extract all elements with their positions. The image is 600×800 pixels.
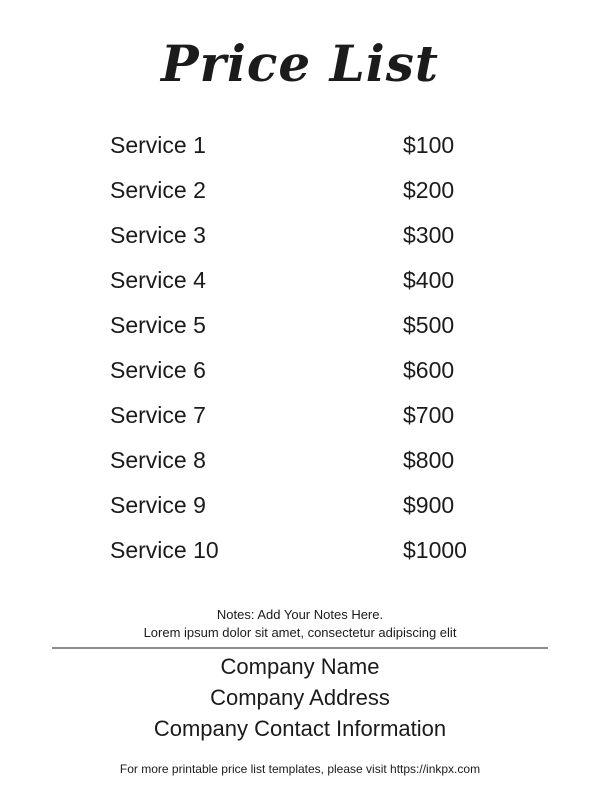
service-row [110, 393, 600, 438]
service-name: Service 7 [110, 402, 206, 428]
service-row [110, 123, 600, 168]
service-row [110, 303, 600, 348]
service-name: Service 5 [110, 312, 206, 338]
service-price: $800 [403, 447, 455, 473]
service-price: $200 [403, 177, 455, 203]
service-price: $500 [403, 312, 455, 338]
service-row [110, 438, 600, 483]
page-title: Price List [161, 34, 439, 93]
service-name: Service 9 [110, 492, 206, 518]
footer-divider [52, 647, 548, 649]
notes-section [0, 606, 600, 641]
service-price: $900 [403, 492, 455, 518]
service-name: Service 10 [110, 537, 219, 563]
service-price: $100 [403, 132, 455, 158]
company-name: Company Name [220, 654, 380, 679]
service-name: Service 1 [110, 132, 206, 158]
notes-body-line: Lorem ipsum dolor sit amet, consectetur adipiscing elit [143, 624, 457, 640]
notes-title-line: Notes: Add Your Notes Here. [216, 607, 384, 622]
service-name: Service 3 [110, 222, 206, 248]
service-row [110, 528, 600, 573]
service-row [110, 213, 600, 258]
service-row [110, 348, 600, 393]
service-price: $700 [403, 402, 455, 428]
service-row [110, 258, 600, 303]
service-price: $1000 [403, 537, 467, 563]
service-name: Service 2 [110, 177, 206, 203]
footer-credit: For more printable price list templates, please visit https://inkpx.com [119, 762, 481, 776]
service-price: $300 [403, 222, 455, 248]
service-row [110, 168, 600, 213]
company-contact: Company Contact Information [153, 716, 447, 741]
services-table [110, 123, 600, 573]
service-price: $400 [403, 267, 455, 293]
company-section [0, 651, 600, 744]
company-address: Company Address [210, 685, 390, 710]
service-name: Service 6 [110, 357, 206, 383]
service-row [110, 483, 600, 528]
service-name: Service 4 [110, 267, 206, 293]
service-price: $600 [403, 357, 455, 383]
service-name: Service 8 [110, 447, 206, 473]
